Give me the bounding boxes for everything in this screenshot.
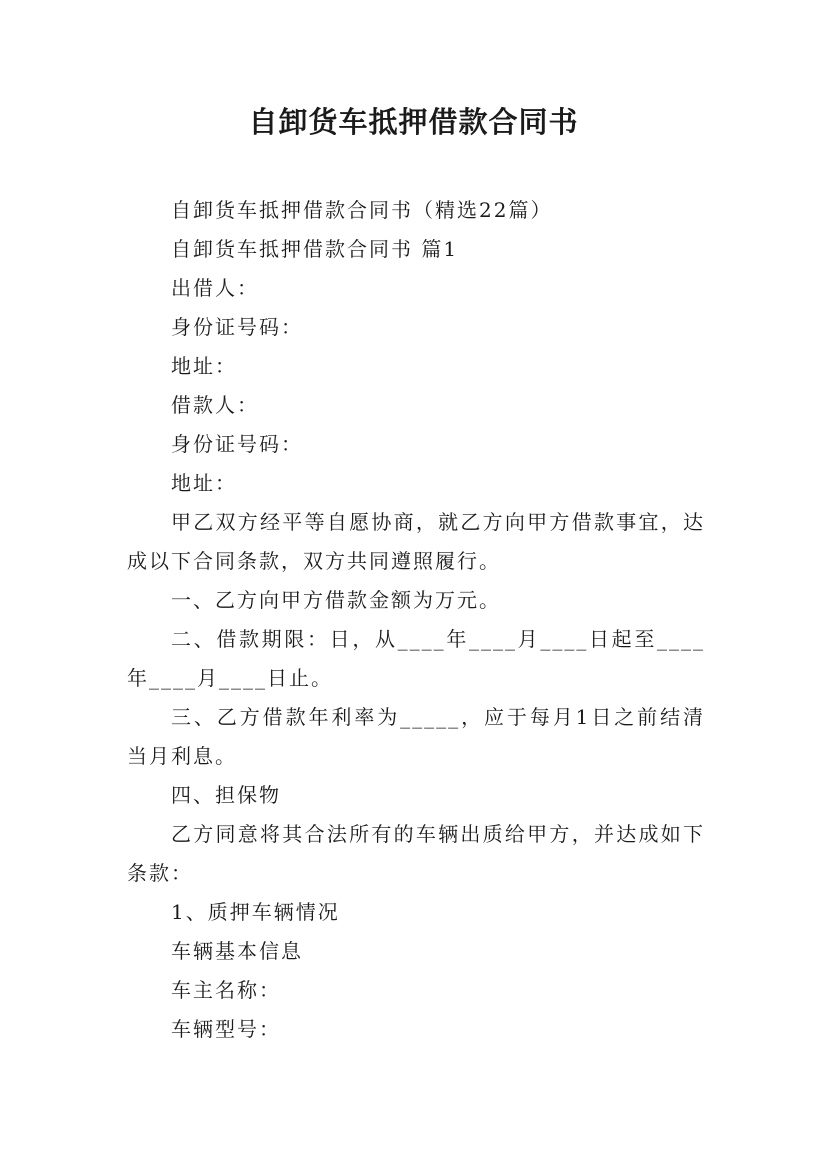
document-title: 自卸货车抵押借款合同书 (248, 105, 579, 139)
paragraph-clause-2: 二、借款期限：日，从____年____月____日起至____年____月____日止。 (127, 627, 705, 690)
paragraph-clause-4: 四、担保物 (171, 783, 281, 807)
paragraph-vehicle-status: 1、质押车辆情况 (171, 900, 340, 924)
paragraph-clause-3: 三、乙方借款年利率为_____，应于每月1日之前结清当月利息。 (127, 705, 705, 768)
paragraph-clause-1: 一、乙方向甲方借款金额为万元。 (171, 588, 501, 612)
paragraph-collateral: 乙方同意将其合法所有的车辆出质给甲方，并达成如下条款： (127, 822, 705, 885)
paragraph-borrower: 借款人： (171, 393, 259, 417)
paragraph-vehicle-info: 车辆基本信息 (171, 939, 303, 963)
paragraph-lender-id: 身份证号码： (171, 315, 303, 339)
paragraph-borrower-id: 身份证号码： (171, 432, 303, 456)
paragraph-vehicle-model: 车辆型号： (171, 1017, 281, 1041)
paragraph-section-heading: 自卸货车抵押借款合同书 篇1 (171, 237, 459, 261)
paragraph-owner-name: 车主名称： (171, 978, 281, 1002)
paragraph-lender: 出借人： (171, 276, 259, 300)
paragraph-preamble: 甲乙双方经平等自愿协商，就乙方向甲方借款事宜，达成以下合同条款，双方共同遵照履行。 (127, 510, 705, 573)
paragraph-borrower-address: 地址： (171, 471, 237, 495)
paragraph-subtitle: 自卸货车抵押借款合同书（精选22篇） (171, 198, 553, 222)
document-body (127, 191, 705, 1049)
paragraph-lender-address: 地址： (171, 354, 237, 378)
